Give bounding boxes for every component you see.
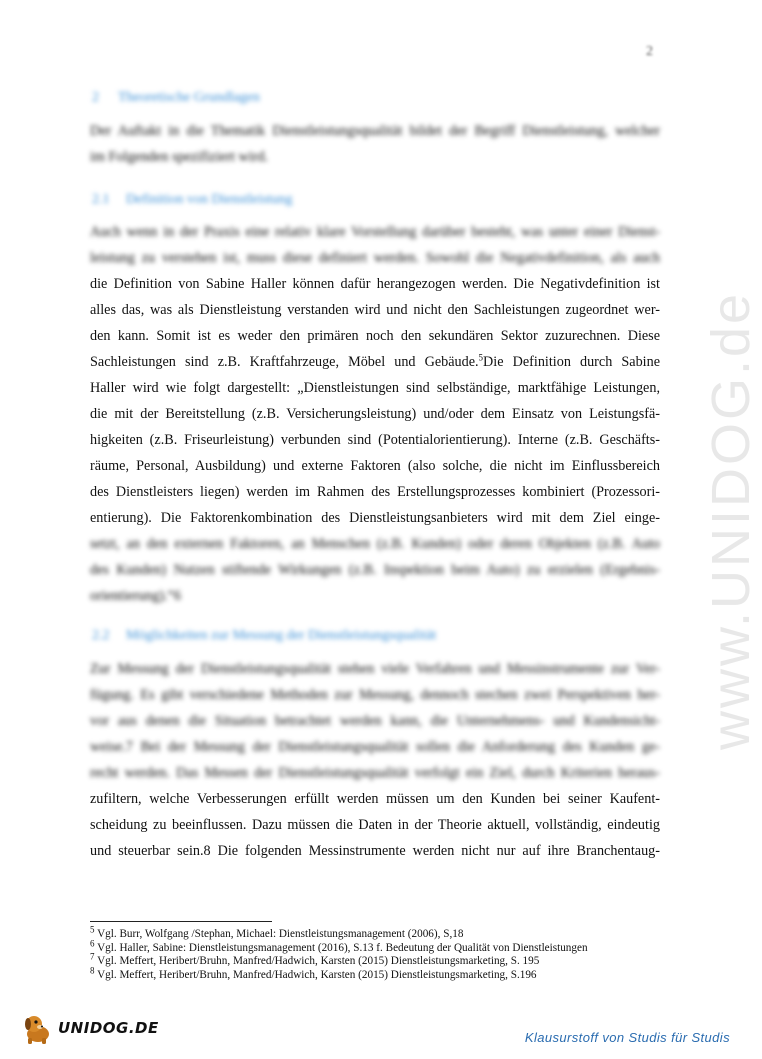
slogan: Klausurstoff von Studis für Studis [524, 1030, 730, 1045]
text-segment: Die Definition durch Sabine [483, 354, 660, 370]
text-line: zufiltern, welche Verbesserungen erfüllt werden müssen um den Kunden bei seiner Kaufent- [90, 791, 660, 807]
heading-title: Definition von Dienstleistung [126, 192, 293, 207]
footnote-mark: 5 [478, 352, 484, 363]
text-line: Der Auftakt in die Thematik Dienstleistungsqualität bildet der Begriff Dienstleistung, welcher [90, 123, 660, 139]
text-line: und steuerbar sein.8 Die folgenden Messinstrumente werden nicht nur auf ihre Branchentaug- [90, 843, 660, 859]
text-line: Auch wenn in der Praxis eine relativ klare Vorstellung darüber besteht, was unter einer Dienst- [90, 224, 660, 240]
text-line: entierung). Die Faktorenkombination des Dienstleistungsanbieters wird mit dem Ziel einge- [90, 510, 660, 526]
page-number: 2 [646, 44, 653, 59]
footnote [90, 951, 588, 969]
heading-number: 2 [92, 90, 99, 105]
text-line: leistung zu verstehen ist, muss diese definiert werden. Sowohl die Negativdefinition, als auch [90, 250, 660, 266]
text-line: des Dienstleisters liegen) werden im Rahmen des Erstellungsprozesses kombiniert (Prozessori- [90, 484, 660, 500]
text-line: im Folgenden spezifiziert wird. [90, 149, 269, 165]
watermark: www.UNIDOG.de [701, 290, 761, 750]
footnotes [90, 924, 588, 982]
text-line: räume, Personal, Ausbildung) und externe Faktoren (also solche, die nicht im Einflussbereich [90, 458, 660, 474]
heading-2-2 [92, 628, 436, 644]
text-line: setzt, an den externen Faktoren, an Menschen (z.B. Kunden) oder deren Objekten (z.B. Auto [90, 536, 660, 552]
text-line: den kann. Somit ist es weder den primären noch den sekundären Sektor zuzurechnen. Diese [90, 328, 660, 344]
text-line: vor aus denen die Situation betrachtet werden kann, die Unternehmens- und Kundensicht- [90, 713, 660, 729]
footnote-text: Vgl. Haller, Sabine: Dienstleistungsmanagement (2016), S.13 f. Bedeutung der Qualität von Dienstleistungen [94, 941, 588, 954]
footnote [90, 964, 588, 983]
text-line: weise.7 Bei der Messung der Dienstleistungsqualität sollen die Anforderung des Kunden ge- [90, 739, 660, 755]
text-line: die Definition von Sabine Haller können dafür herangezogen werden. Die Negativdefinition ist [90, 276, 660, 292]
heading-title: Möglichkeiten zur Messung der Dienstleistungsqualität [126, 628, 437, 643]
text-line: Zur Messung der Dienstleistungsqualität stehen viele Verfahren und Messinstrumente zur Ver- [90, 661, 660, 677]
heading-number: 2.1 [92, 192, 110, 207]
dog-icon [20, 1010, 56, 1046]
text-line: higkeiten (z.B. Friseurleistung) verbunden sind (Potentialorientierung). Interne (z.B. Geschäfts- [90, 432, 660, 448]
text-line: scheidung zu beeinflussen. Dazu müssen die Daten in der Theorie aktuell, vollständig, eindeutig [90, 817, 660, 833]
heading-2 [92, 90, 260, 106]
footnote [90, 937, 588, 956]
intro-paragraph [90, 118, 660, 170]
footnote-text: Vgl. Meffert, Heribert/Bruhn, Manfred/Hadwich, Karsten (2015) Dienstleistungsmarketing, S.196 [94, 968, 537, 981]
logo-text: UNIDOG.DE [58, 1019, 159, 1037]
footnote-text: Vgl. Meffert, Heribert/Bruhn, Manfred/Hadwich, Karsten (2015) Dienstleistungsmarketing, S. 195 [94, 955, 540, 967]
footnote-mark: 8 [90, 964, 95, 975]
text-line-with-footnote [90, 349, 660, 375]
text-line: des Kunden) Nutzen stiftende Wirkungen (z.B. Inspektion beim Auto) zu erzielen (Ergebnis- [90, 562, 660, 578]
text-line: alles das, was als Dienstleistung verstanden wird und nicht den Sachleistungen zugeordnet wer- [90, 302, 660, 318]
text-line: Haller wird wie folgt dargestellt: „Dienstleistungen sind selbständige, marktfähige Leistungen, [90, 380, 660, 396]
section-2-1-paragraph [90, 219, 660, 609]
text-line: recht werden. Das Messen der Dienstleistungsqualität verfolgt ein Ziel, durch Kriterien heraus- [90, 765, 660, 781]
footnote-mark: 7 [90, 951, 95, 962]
unidog-logo[interactable] [20, 1010, 159, 1046]
footnote-mark: 5 [90, 924, 95, 935]
text-line: fügung. Es gibt verschiedene Methoden zur Messung, dennoch stechen zwei Perspektiven her- [90, 687, 660, 703]
text-segment: Sachleistungen sind z.B. Kraftfahrzeuge, Möbel und Gebäude. [90, 354, 479, 370]
footnote-mark: 6 [90, 937, 95, 948]
text-line: die mit der Bereitstellung (z.B. Versicherungsleistung) und/oder dem Einsatz von Leistungsfä- [90, 406, 660, 422]
section-2-2-paragraph [90, 656, 660, 864]
footnote [90, 924, 588, 942]
text-line: orientierung).“6 [90, 588, 181, 604]
heading-2-1 [92, 192, 292, 208]
footnote-text: Vgl. Burr, Wolfgang /Stephan, Michael: Dienstleistungsmanagement (2006), S,18 [94, 928, 464, 940]
footnote-divider [90, 921, 272, 922]
heading-title: Theoretische Grundlagen [118, 90, 260, 105]
heading-number: 2.2 [92, 628, 110, 643]
